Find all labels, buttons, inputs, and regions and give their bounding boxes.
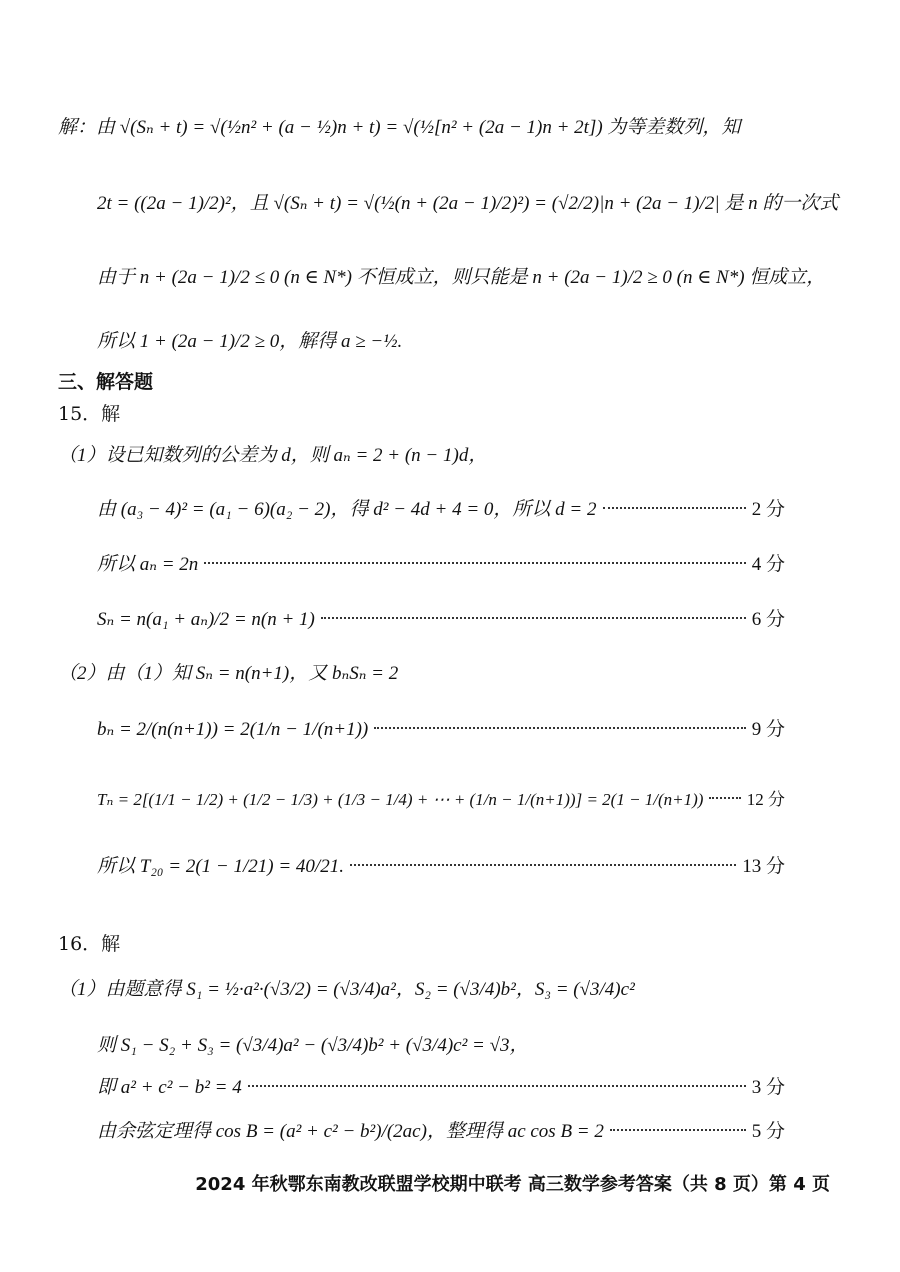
section-title: 三、解答题 [58,371,154,393]
q15-part1-intro: （1）设已知数列的公差为 d，则 aₙ = 2 + (n − 1)d， [58,445,488,466]
solution-line-4: 所以 1 + (2a − 1)/2 ≥ 0，解得 a ≥ −½. [97,331,403,352]
row-expression: 所以 aₙ = 2n [97,554,199,575]
q15-score-row-4 [97,716,785,744]
score-points: 3 分 [751,1077,785,1098]
q15-part2-intro: （2）由（1）知 Sₙ = n(n+1)，又 bₙSₙ = 2 [58,663,399,684]
q15-score-row-5 [97,786,785,814]
dot-leader [603,507,746,509]
score-points: 6 分 [751,609,785,630]
q15-title: 15．解 [58,403,121,425]
q16-score-row-2 [97,1118,785,1146]
solution-line-3: 由于 n + (2a − 1)/2 ≤ 0 (n ∈ N*) 不恒成立，则只能是 n + (2a − 1)/2 ≥ 0 (n ∈ N*) 恒成立， [97,267,826,288]
score-points: 4 分 [751,554,785,575]
row-expression: 由余弦定理得 cos B = (a² + c² − b²)/(2ac)，整理得 ac cos B = 2 [97,1121,604,1142]
row-expression: bₙ = 2/(n(n+1)) = 2(1/n − 1/(n+1)) [97,719,369,740]
q16-line-2: 则 S₁ − S₂ + S₃ = (√3/4)a² − (√3/4)b² + (√3/4)c² = √3， [97,1035,529,1056]
q16-part1-intro: （1）由题意得 S₁ = ½·a²·(√3/2) = (√3/4)a²，S₂ = (√3/4)b²，S₃ = (√3/4)c² [58,979,635,1000]
score-points: 5 分 [751,1121,785,1142]
row-expression: Tₙ = 2[(1/1 − 1/2) + (1/2 − 1/3) + (1/3 − 1/4) + ⋯ + (1/n − 1/(n+1))] = 2(1 − 1/(n+1)) [97,790,704,809]
dot-leader [610,1129,746,1131]
solution-line-2: 2t = ((2a − 1)/2)²，且 √(Sₙ + t) = √(½(n + (2a − 1)/2)²) = (√2/2)|n + (2a − 1)/2| 是 n 的一次式 [97,193,839,214]
row-expression: 所以 T₂₀ = 2(1 − 1/21) = 40/21. [97,856,344,877]
dot-leader [350,864,736,866]
row-expression: 由 (a₃ − 4)² = (a₁ − 6)(a₂ − 2)，得 d² − 4d + 4 = 0，所以 d = 2 [97,499,597,520]
dot-leader [709,797,740,799]
q16-title: 16．解 [58,933,121,955]
dot-leader [248,1085,746,1087]
dot-leader [204,562,745,564]
score-points: 13 分 [742,856,785,877]
q15-score-row-3 [97,606,785,634]
q15-score-row-1 [97,496,785,524]
page-footer: 2024 年秋鄂东南教改联盟学校期中联考 高三数学参考答案（共 8 页）第 4 页 [195,1174,830,1195]
q16-score-row-1 [97,1074,785,1102]
q15-score-row-6 [97,853,785,881]
score-points: 2 分 [751,499,785,520]
score-points: 9 分 [751,719,785,740]
row-expression: Sₙ = n(a₁ + aₙ)/2 = n(n + 1) [97,609,315,630]
solution-line-1: 解：由 √(Sₙ + t) = √(½n² + (a − ½)n + t) = √(½[n² + (2a − 1)n + 2t]) 为等差数列，知 [58,117,741,138]
q15-score-row-2 [97,551,785,579]
row-expression: 即 a² + c² − b² = 4 [97,1077,242,1098]
score-points: 12 分 [746,790,785,809]
dot-leader [321,617,746,619]
dot-leader [374,727,745,729]
